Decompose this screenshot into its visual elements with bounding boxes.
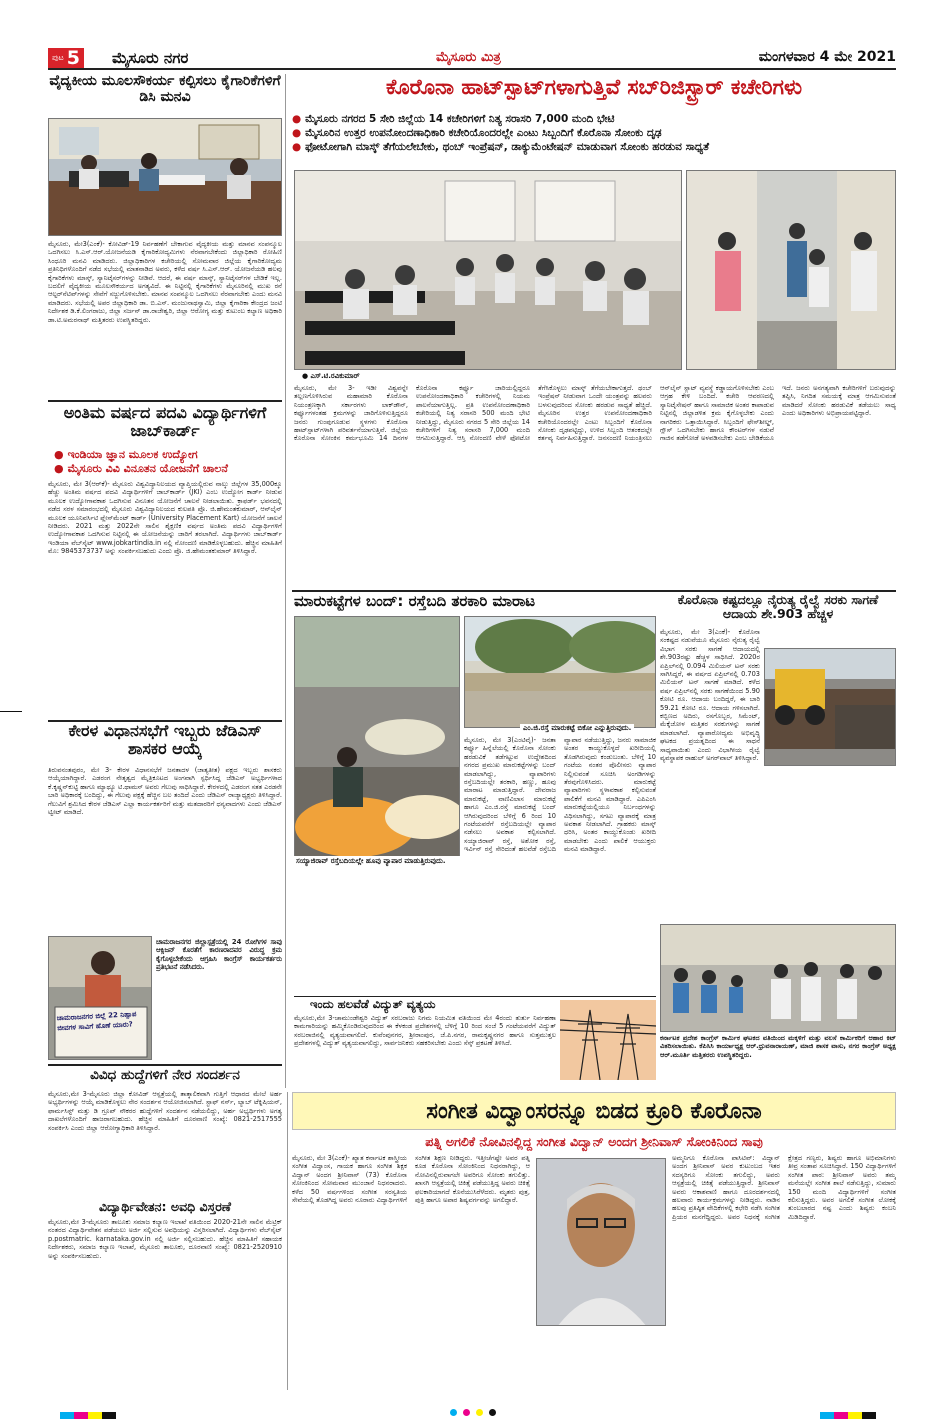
- bullet-icon: ●: [54, 448, 64, 461]
- railway-freight-photo: [764, 648, 896, 766]
- story-body: ಮೈಸೂರು,ಮೇ 3-ಮೈಸೂರು ಜಿಲ್ಲಾ ಕೋವಿಡ್ ಆಸ್ಪತ್ರೆಯಲ್ಲಿ ತಾತ್ಕಾಲಿಕವಾಗಿ ಗುತ್ತಿಗೆ ಆಧಾರದ ಮೇಲೆ ಅರ್ಹ ಅಭ್ಯರ್ಥಿಗಳನ್ನು ಆಯ್ಕೆ ಮಾಡಿಕೊಳ್ಳಲು ನೇರ ಸಂದರ್ಶನ ಆಯೋಜಿಸಲಾಗಿದೆ. ಸ್ಟಾಫ್ ನರ್ಸ್, ಲ್ಯಾಬ್ ಟೆಕ್ನಿಷಿಯನ್, ಫಾರ್ಮಸಿಸ್ಟ್ ಮತ್ತು ಡಿ ಗ್ರೂಪ್ ನೌಕರರ ಹುದ್ದೆಗಳಿಗೆ ಸಂದರ್ಶನ ನಡೆಯಲಿದ್ದು, ಅರ್ಹ ಅಭ್ಯರ್ಥಿಗಳು ಅಗತ್ಯ ದಾಖಲೆಗಳೊಂದಿಗೆ ಹಾಜರಾಗಬಹುದು. ಹೆಚ್ಚಿನ ಮಾಹಿತಿಗೆ ದೂರವಾಣಿ ಸಂಖ್ಯೆ: 0821-2517555 ಸಂಪರ್ಕಿಸಿ ಎಂದು ಜಿಲ್ಲಾ ಆರೋಗ್ಯಾಧಿಕಾರಿ ತಿಳಿಸಿದ್ದಾರೆ.: [48, 1090, 282, 1132]
- masthead: [48, 48, 896, 70]
- paper-logo: ಮೈಸೂರು ಮಿತ್ರ: [436, 50, 501, 65]
- portrait-photo: [536, 1158, 666, 1326]
- story-headline: ಕೊರೊನಾ ಕಷ್ಟದಲ್ಲೂ ನೈರುತ್ಯ ರೈಲ್ವೆ ಸರಕು ಸಾಗಣೆ ಆದಾಯ ಶೇ.903 ಹೆಚ್ಚಳ: [677, 592, 879, 621]
- story-headline: ಮಾರುಕಟ್ಟೆಗಳ ಬಂದ್: ರಸ್ತೆಬದಿ ತರಕಾರಿ ಮಾರಾಟ: [294, 592, 536, 610]
- print-color-bar: [60, 1412, 116, 1419]
- lead-bullets: [292, 112, 896, 154]
- photo-caption: ಎಂ.ಜಿ.ರಸ್ತೆ ಮಾರುಕಟ್ಟೆ ಬಿಕೋ ಎನ್ನುತ್ತಿರುವುದು.: [520, 724, 634, 733]
- story-headline: ವಿವಿಧ ಹುದ್ದೆಗಳಿಗೆ ನೇರ ಸಂದರ್ಶನ: [90, 1067, 240, 1083]
- column-rule: [285, 74, 286, 1088]
- protest-photo: [48, 936, 152, 1060]
- story-body: ಮೈಸೂರು,ಮೇ 3-ಮೈಸೂರು ತಾಲೂಕು ಸಮಾಜ ಕಲ್ಯಾಣ ಇಲಾಖೆ ವತಿಯಿಂದ 2020-21ನೇ ಸಾಲಿನ ಮೆಟ್ರಿಕ್ ನಂತರದ ವಿದ್ಯಾರ್ಥಿವೇತನ ಪಡೆಯಲು ಅರ್ಜಿ ಸಲ್ಲಿಸುವ ಅವಧಿಯನ್ನು ವಿಸ್ತರಿಸಲಾಗಿದೆ. ವಿದ್ಯಾರ್ಥಿಗಳು ವೆಬ್‌ಸೈಟ್ p.postmatric. karnataka.gov.in ನಲ್ಲಿ ಅರ್ಜಿ ಸಲ್ಲಿಸಬಹುದು. ಹೆಚ್ಚಿನ ಮಾಹಿತಿಗೆ ಸಹಾಯಕ ನಿರ್ದೇಶಕರು, ಸಮಾಜ ಕಲ್ಯಾಣ ಇಲಾಖೆ, ಮೈಸೂರು ತಾಲೂಕು, ದೂರವಾಣಿ ಸಂಖ್ಯೆ: 0821-2520910 ಅನ್ನು ಸಂಪರ್ಕಿಸಬಹುದು.: [48, 1218, 282, 1260]
- closed-market-photo: [464, 616, 656, 728]
- office-corridor-illustration: [687, 171, 896, 370]
- office-queue-illustration: [295, 171, 682, 370]
- section-title: ಮೈಸೂರು ನಗರ: [112, 49, 189, 67]
- story-bullets: [54, 448, 282, 476]
- office-queue-photo: [294, 170, 682, 370]
- story-body: ತಿರುವನಂತಪುರಂ, ಮೇ 3- ಕೇರಳ ವಿಧಾನಸಭೆಗೆ ಜನತಾದಳ (ಜಾತ್ಯತೀತ) ಪಕ್ಷದ ಇಬ್ಬರು ಶಾಸಕರು ಆಯ್ಕೆಯಾಗಿದ್ದಾರೆ. ಎಡರಂಗ ನೇತೃತ್ವದ ಮೈತ್ರಿಕೂಟದ ಅಂಗವಾಗಿ ಸ್ಪರ್ಧಿಸಿದ್ದ ಜೆಡಿಎಸ್ ಅಭ್ಯರ್ಥಿಗಳಾದ ಕೆ.ಕೃಷ್ಣನ್‌ಕುಟ್ಟಿ ಹಾಗೂ ಮ್ಯಾಥ್ಯೂ ಟಿ.ಥಾಮಸ್ ಅವರು ಗೆಲುವು ಸಾಧಿಸಿದ್ದಾರೆ. ಕೇರಳದಲ್ಲಿ ಎಡರಂಗ ಸತತ ಎರಡನೇ ಬಾರಿ ಅಧಿಕಾರಕ್ಕೆ ಬಂದಿದ್ದು, ಈ ಗೆಲುವು ಪಕ್ಷಕ್ಕೆ ಹೆಚ್ಚಿನ ಬಲ ತಂದಿದೆ ಎಂದು ಜೆಡಿಎಸ್ ರಾಜ್ಯಾಧ್ಯಕ್ಷರು ತಿಳಿಸಿದ್ದಾರೆ. ಗೆಲುವಿಗೆ ಶ್ರಮಿಸಿದ ಕೇರಳ ಜೆಡಿಎಸ್ ಎಲ್ಲಾ ಕಾರ್ಯಕರ್ತರಿಗೆ ಮತ್ತು ಮತದಾರರಿಗೆ ಧನ್ಯವಾದಗಳು ಎಂದು ಜೆಡಿಎಸ್ ಟ್ವೀಟ್ ಮಾಡಿದೆ.: [48, 766, 282, 817]
- story-body: ಅಮ್ಮನಿಗೂ ಕೊರೊನಾ ಪಾಸಿಟಿವ್: ವಿದ್ವಾನ್ ಅಂದಗ ಶ್ರೀನಿವಾಸ್ ಅವರ ಕುಟುಂಬದ ಇತರ ಸದಸ್ಯರಿಗೂ ಸೋಂಕು ತಗುಲಿದ್ದು, ಅವರು ಆಸ್ಪತ್ರೆಯಲ್ಲಿ ಚಿಕಿತ್ಸೆ ಪಡೆಯುತ್ತಿದ್ದಾರೆ. ಶ್ರೀನಿವಾಸ್ ಅವರು ಆಕಾಶವಾಣಿ ಹಾಗೂ ದೂರದರ್ಶನದಲ್ಲಿ ಹಲವಾರು ಕಾರ್ಯಕ್ರಮಗಳನ್ನು ನೀಡಿದ್ದರು. ನಾಡಿನ ಹಲವು ಪ್ರತಿಷ್ಠಿತ ವೇದಿಕೆಗಳಲ್ಲಿ ಕಛೇರಿ ನಡೆಸಿ ಸಂಗೀತ ಪ್ರಿಯರ ಮನಗೆದ್ದಿದ್ದರು. ಅವರ ನಿಧನಕ್ಕೆ ಸಂಗೀತ ಕ್ಷೇತ್ರದ ಗಣ್ಯರು, ಶಿಷ್ಯರು ಹಾಗೂ ಅಭಿಮಾನಿಗಳು ತೀವ್ರ ಸಂತಾಪ ಸೂಚಿಸಿದ್ದಾರೆ. 150 ವಿದ್ಯಾರ್ಥಿಗಳಿಗೆ ಸಂಗೀತ ಪಾಠ: ಶ್ರೀನಿವಾಸ್ ಅವರು ತಮ್ಮ ಮನೆಯಲ್ಲೇ ಸಂಗೀತ ಶಾಲೆ ನಡೆಸುತ್ತಿದ್ದು, ಸುಮಾರು 150 ಮಂದಿ ವಿದ್ಯಾರ್ಥಿಗಳಿಗೆ ಸಂಗೀತ ಕಲಿಸುತ್ತಿದ್ದರು. ಅವರ ಅಗಲಿಕೆ ಸಂಗೀತ ಲೋಕಕ್ಕೆ ತುಂಬಲಾರದ ನಷ್ಟ ಎಂದು ಶಿಷ್ಯರು ಕಂಬನಿ ಮಿಡಿದಿದ್ದಾರೆ.: [672, 1154, 896, 1221]
- margin-mark: [0, 711, 22, 712]
- photo-credit-text: ಎಸ್.ಟಿ.ರವಿಕುಮಾರ್: [310, 372, 360, 380]
- lead-headline: ಕೊರೊನಾ ಹಾಟ್‌ಸ್ಪಾಟ್‌ಗಳಾಗುತ್ತಿವೆ ಸಬ್‌ರಿಜಿಸ್ಟ್ರಾರ್ ಕಚೇರಿಗಳು: [385, 75, 803, 99]
- story-body: ಮೈಸೂರು, ಮೇ3(ಎಂಕೆ)- ಕೋವಿಡ್-19 ನಿರ್ವಹಣೆಗೆ ಬೇಕಾಗುವ ವೈದ್ಯಕೀಯ ಮತ್ತು ಮಾನವ ಸಂಪನ್ಮೂಲ ಒದಗಿಸಲು ಸಿ.ಎಸ್.ಆರ್.ಯೋಜನೆಯಡಿ ಕೈಗಾರಿಕೋದ್ಯಮಿಗಳು ನೆರವಾಗಬೇಕೆಂದು ಜಿಲ್ಲಾಧಿಕಾರಿ ರೋಹಿಣಿ ಸಿಂಧೂರಿ ಮನವಿ ಮಾಡಿದರು. ಜಿಲ್ಲಾಧಿಕಾರಿಗಳ ಕಚೇರಿಯಲ್ಲಿ ಸೋಮವಾರ ಜಿಲ್ಲೆಯ ಕೈಗಾರಿಕೋದ್ಯಮ ಪ್ರತಿನಿಧಿಗಳೊಂದಿಗೆ ನಡೆದ ಸಭೆಯಲ್ಲಿ ಮಾತನಾಡಿದ ಅವರು, ಕಳೆದ ವರ್ಷ ಸಿ.ಎಸ್.ಆರ್. ಯೋಜನೆಯಡಿ ಹಲವು ಕೈಗಾರಿಕೆಗಳು ಮಾಸ್ಕ್, ಸ್ಯಾನಿಟೈಸರ್‌ಗಳನ್ನು ನೀಡಿವೆ. ಆದರೆ, ಈ ವರ್ಷ ಮಾಸ್ಕ್, ಸ್ಯಾನಿಟೈಸರ್‌ಗಳ ಬೇಡಿಕೆ ಇಲ್ಲ. ಬದಲಿಗೆ ವೈದ್ಯಕೀಯ ಮೂಲಸೌಕರ್ಯದ ಅಗತ್ಯವಿದೆ. ಈ ನಿಟ್ಟಿನಲ್ಲಿ ಕೈಗಾರಿಕೆಗಳು ಮೈಸೂರಿನಲ್ಲಿ ಮುಖ ರನೆ ಆಲ್ಟರ್‌ನೆಟಿವ್‌ಗಳನ್ನು ಸೇವೆಗೆ ಸಜ್ಜುಗೊಳಿಸಬೇಕು. ಮಾನವ ಸಂಪನ್ಮೂಲ ಒದಗಿಸಲು ನೆರವಾಗಬೇಕು ಎಂದು ಮನವಿ ಮಾಡಿದರು. ಸಭೆಯಲ್ಲಿ ಅಪರ ಜಿಲ್ಲಾಧಿಕಾರಿ ಡಾ. ಬಿ.ಎಸ್. ಮಂಜುನಾಥಸ್ವಾಮಿ, ಜಿಲ್ಲಾ ಕೈಗಾರಿಕಾ ಕೇಂದ್ರದ ಜಂಟಿ ನಿರ್ದೇಶಕ ಡಿ.ಕೆ.ಲಿಂಗರಾಜು, ಜಿಲ್ಲಾ ಸರ್ಜನ್ ಡಾ.ರಾಜೇಶ್ವರಿ, ಜಿಲ್ಲಾ ಆರೋಗ್ಯ ಮತ್ತು ಕುಟುಂಬ ಕಲ್ಯಾಣ ಅಧಿಕಾರಿ ಡಾ.ಟಿ.ಅಮರನಾಥ್ ಮತ್ತಿತರರು ಉಪಸ್ಥಿತರಿದ್ದರು.: [48, 240, 282, 324]
- transmission-tower-icon: [560, 1000, 656, 1080]
- bullet-icon: ●: [292, 127, 302, 139]
- print-registration-marks: [450, 1409, 496, 1416]
- office-corridor-photo: [686, 170, 896, 370]
- column-rule: [287, 1092, 288, 1390]
- bullet-text: ಫೋಟೋಗಾಗಿ ಮಾಸ್ಕ್ ತೆಗೆಯಲೇಬೇಕು, ಥಂಬ್ ಇಂಪ್ರೆಷನ್, ಡಾಕ್ಯುಮೆಂಟೇಷನ್ ಮಾಡುವಾಗ ಸೋಂಕು ಹರಡುವ ಸಾಧ್ಯತೆ: [305, 141, 710, 153]
- bullet-text: ಇಂಡಿಯಾ ಜ್ಞಾನ ಮೂಲಕ ಉದ್ಯೋಗ: [67, 448, 198, 461]
- photo-credit-icon: ●: [302, 372, 309, 380]
- story-body-continued: [294, 868, 460, 994]
- flower-vendor-illustration: [295, 617, 460, 864]
- print-color-bar: [820, 1412, 876, 1419]
- bullet-text: ಮೈಸೂರಿನ ಉತ್ತರ ಉಪನೋಂದಣಾಧಿಕಾರಿ ಕಚೇರಿಯೊಂದರಲ್ಲೇ ಎಂಟು ಸಿಬ್ಬಂದಿಗೆ ಕೊರೊನಾ ಸೋಂಕು ದೃಢ: [305, 127, 662, 139]
- photo-caption: ಸಯ್ಯಾಜಿರಾವ್ ರಸ್ತೆಬದಿಯಲ್ಲೇ ಹೂವು ವ್ಯಾಪಾರ ಮಾಡುತ್ತಿರುವುದು.: [294, 856, 460, 867]
- closed-market-illustration: [465, 617, 656, 728]
- story-body: ಮೈಸೂರು, ಮೇ 3(ಎಂಕೆ)- ಕೊರೊನಾ ಸಂಕಷ್ಟದ ನಡುವೆಯೂ ಮೈಸೂರು ನೈರುತ್ಯ ರೈಲ್ವೆ ವಿಭಾಗ ಸರಕು ಸಾಗಣೆ ಆದಾಯದಲ್ಲಿ ಶೇ.903ರಷ್ಟು ಹೆಚ್ಚಳ ಸಾಧಿಸಿದೆ. 2020ರ ಏಪ್ರಿಲ್‌ನಲ್ಲಿ 0.094 ಮಿಲಿಯನ್ ಟನ್ ಸರಕು ಸಾಗಿಸಿದ್ದರೆ, ಈ ವರ್ಷದ ಏಪ್ರಿಲ್‌ನಲ್ಲಿ 0.703 ಮಿಲಿಯನ್ ಟನ್ ಸಾಗಣೆ ಮಾಡಿದೆ. ಕಳೆದ ವರ್ಷ ಏಪ್ರಿಲ್‌ನಲ್ಲಿ ಸರಕು ಸಾಗಣೆಯಿಂದ 5.90 ಕೋಟಿ ರೂ. ಆದಾಯ ಬಂದಿದ್ದರೆ, ಈ ಬಾರಿ 59.21 ಕೋಟಿ ರೂ. ಆದಾಯ ಗಳಿಸಲಾಗಿದೆ. ಕಬ್ಬಿಣದ ಅದಿರು, ರಸಗೊಬ್ಬರ, ಸಿಮೆಂಟ್, ಮೆಕ್ಕೆಜೋಳ ಮತ್ತಿತರ ಸರಕುಗಳನ್ನು ಸಾಗಣೆ ಮಾಡಲಾಗಿದೆ. ವ್ಯಾಪಾರೋದ್ಯಮ ಅಭಿವೃದ್ಧಿ ಘಟಕದ ಪ್ರಯತ್ನದಿಂದ ಈ ಸಾಧನೆ ಸಾಧ್ಯವಾಯಿತು ಎಂದು ವಿಭಾಗೀಯ ರೈಲ್ವೆ ವ್ಯವಸ್ಥಾಪಕ ರಾಹುಲ್ ಅಗರ್‌ವಾಲ್ ತಿಳಿಸಿದ್ದಾರೆ.: [660, 628, 760, 763]
- story-body: ಮೈಸೂರು, ಮೇ 3(ಎಂಟಿವೈ)- ಜನತಾ ಕರ್ಫ್ಯೂ ಹಿನ್ನೆಲೆಯಲ್ಲಿ ಕೊರೊನಾ ಸೋಂಕು ಹರಡುವಿಕೆ ತಡೆಗಟ್ಟುವ ಉದ್ದೇಶದಿಂದ ನಗರದ ಪ್ರಮುಖ ಮಾರುಕಟ್ಟೆಗಳನ್ನು ಬಂದ್ ಮಾಡಲಾಗಿದ್ದು, ವ್ಯಾಪಾರಿಗಳು ರಸ್ತೆಬದಿಯಲ್ಲೇ ತರಕಾರಿ, ಹಣ್ಣು, ಹೂವು ಮಾರಾಟ ಮಾಡುತ್ತಿದ್ದಾರೆ. ದೇವರಾಜ ಮಾರುಕಟ್ಟೆ, ವಾಣಿವಿಲಾಸ ಮಾರುಕಟ್ಟೆ ಹಾಗೂ ಎಂ.ಜಿ.ರಸ್ತೆ ಮಾರುಕಟ್ಟೆ ಬಂದ್ ಆಗಿರುವುದರಿಂದ ಬೆಳಿಗ್ಗೆ 6 ರಿಂದ 10 ಗಂಟೆಯವರೆಗೆ ರಸ್ತೆಬದಿಯಲ್ಲೇ ವ್ಯಾಪಾರ ನಡೆಸಲು ಅವಕಾಶ ಕಲ್ಪಿಸಲಾಗಿದೆ. ಸಯ್ಯಾಜಿರಾವ್ ರಸ್ತೆ, ಅಶೋಕ ರಸ್ತೆ, ಇರ್ವಿನ್ ರಸ್ತೆ ಸೇರಿದಂತೆ ಹಲವೆಡೆ ರಸ್ತೆಬದಿ ವ್ಯಾಪಾರ ನಡೆಯುತ್ತಿದ್ದು, ಜನರು ಸಾಮಾಜಿಕ ಅಂತರ ಕಾಯ್ದುಕೊಳ್ಳದೆ ಖರೀದಿಯಲ್ಲಿ ತೊಡಗಿರುವುದು ಕಂಡುಬಂತು. ಬೆಳಿಗ್ಗೆ 10 ಗಂಟೆಯ ನಂತರ ಪೊಲೀಸರು ವ್ಯಾಪಾರ ನಿಲ್ಲಿಸುವಂತೆ ಸೂಚಿಸಿ ಅಂಗಡಿಗಳನ್ನು ತೆರವುಗೊಳಿಸಿದರು. ಮಾರುಕಟ್ಟೆ ವ್ಯಾಪಾರಿಗಳು ಸ್ಥಳಾವಕಾಶ ಕಲ್ಪಿಸುವಂತೆ ಪಾಲಿಕೆಗೆ ಮನವಿ ಮಾಡಿದ್ದಾರೆ. ಎಪಿಎಂಸಿ ಮಾರುಕಟ್ಟೆಯಲ್ಲಿಯೂ ನಿರ್ಬಂಧಗಳನ್ನು ವಿಧಿಸಲಾಗಿದ್ದು, ಸಗಟು ವ್ಯಾಪಾರಕ್ಕೆ ಮಾತ್ರ ಅವಕಾಶ ನೀಡಲಾಗಿದೆ. ಗ್ರಾಹಕರು ಮಾಸ್ಕ್ ಧರಿಸಿ, ಅಂತರ ಕಾಯ್ದುಕೊಂಡು ಖರೀದಿ ಮಾಡಬೇಕು ಎಂದು ಪಾಲಿಕೆ ಆಯುಕ್ತರು ಮನವಿ ಮಾಡಿದ್ದಾರೆ.: [464, 736, 656, 854]
- photo-credit: [298, 372, 364, 381]
- photo-caption: ಚಾಮರಾಜನಗರ ಜಿಲ್ಲಾಸ್ಪತ್ರೆಯಲ್ಲಿ 24 ರೋಗಿಗಳ ಸಾವು ಆಕ್ಸಿಜನ್ ಕೊರತೆಗೆ ಕಾರಣರಾದವರ ವಿರುದ್ಧ ಕ್ರಮ ಕೈಗೊಳ್ಳಬೇಕೆಂದು ಆಗ್ರಹಿಸಿ ಕಾಂಗ್ರೆಸ್ ಕಾರ್ಯಕರ್ತರು ಪ್ರತಿಭಟನೆ ನಡೆಸಿದರು.: [156, 938, 282, 972]
- story-body: ಮೈಸೂರು, ಮೇ 3(ಎಂಕೆ)- ಖ್ಯಾತ ಕರ್ನಾಟಕ ಶಾಸ್ತ್ರೀಯ ಸಂಗೀತ ವಿದ್ವಾಂಸ, ಗಾಯಕ ಹಾಗೂ ಸಂಗೀತ ಶಿಕ್ಷಕ ವಿದ್ವಾನ್ ಅಂದಗ ಶ್ರೀನಿವಾಸ್ (73) ಕೊರೊನಾ ಸೋಂಕಿನಿಂದ ಸೋಮವಾರ ಮುಂಜಾನೆ ನಿಧನರಾದರು. ಕಳೆದ 50 ವರ್ಷಗಳಿಂದ ಸಂಗೀತ ಸರಸ್ವತಿಯ ಸೇವೆಯಲ್ಲಿ ತೊಡಗಿದ್ದ ಅವರು ನೂರಾರು ವಿದ್ಯಾರ್ಥಿಗಳಿಗೆ ಸಂಗೀತ ಶಿಕ್ಷಣ ನೀಡಿದ್ದರು. ಇತ್ತೀಚೆಗಷ್ಟೇ ಅವರ ಪತ್ನಿ ಕೂಡ ಕೊರೊನಾ ಸೋಂಕಿನಿಂದ ನಿಧನರಾಗಿದ್ದು, ಆ ನೋವಿನಲ್ಲಿರುವಾಗಲೇ ಅವರಿಗೂ ಸೋಂಕು ತಗುಲಿತ್ತು. ಖಾಸಗಿ ಆಸ್ಪತ್ರೆಯಲ್ಲಿ ಚಿಕಿತ್ಸೆ ಪಡೆಯುತ್ತಿದ್ದ ಅವರು ಚಿಕಿತ್ಸೆ ಫಲಕಾರಿಯಾಗದೆ ಕೊನೆಯುಸಿರೆಳೆದರು. ಮೃತರು ಪುತ್ರ, ಪುತ್ರಿ ಹಾಗೂ ಅಪಾರ ಶಿಷ್ಯವರ್ಗವನ್ನು ಅಗಲಿದ್ದಾರೆ.: [292, 1154, 530, 1205]
- story-headline: ಸಂಗೀತ ವಿದ್ವಾಂಸರನ್ನೂ ಬಿಡದ ಕ್ರೂರಿ ಕೊರೊನಾ: [426, 1098, 762, 1124]
- story-headline: ಅಂತಿಮ ವರ್ಷದ ಪದವಿ ವಿದ್ಯಾರ್ಥಿಗಳಿಗೆ ಜಾಬ್‌ಕಾರ್ಡ್: [63, 403, 267, 440]
- page-number-badge: [48, 48, 84, 68]
- story-body: ಮೈಸೂರು, ಮೇ 3(ಆರ್‌ಕೆ)- ಮೈಸೂರು ವಿಶ್ವವಿದ್ಯಾನಿಲಯದ ವ್ಯಾಪ್ತಿಯಲ್ಲಿರುವ ನಾಲ್ಕು ಜಿಲ್ಲೆಗಳ 35,000ಕ್ಕೂ ಹೆಚ್ಚು ಅಂತಿಮ ವರ್ಷದ ಪದವಿ ವಿದ್ಯಾರ್ಥಿಗಳಿಗೆ ಜಾಬ್‌ಕಾರ್ಡ್ (JKI) ಎಂಬ ಉದ್ಯೋಗ ಕಾರ್ಡ್ ನೀಡುವ ಮೂಲಕ ಉದ್ಯೋಗಾವಕಾಶ ಒದಗಿಸುವ ವಿನೂತನ ಯೋಜನೆಗೆ ಚಾಲನೆ ನೀಡಲಾಯಿತು. ಕ್ರಾಫರ್ಡ್ ಭವನದಲ್ಲಿ ನಡೆದ ಸರಳ ಸಮಾರಂಭದಲ್ಲಿ ಮೈಸೂರು ವಿಶ್ವವಿದ್ಯಾನಿಲಯದ ಕುಲಪತಿ ಪ್ರೊ. ಜಿ.ಹೇಮಂತಕುಮಾರ್, ಆನ್‌ಲೈನ್ ಮೂಲಕ ಯೂನಿವರ್ಸಿಟಿ ಪ್ಲೇಸ್‌ಮೆಂಟ್ ಕಾರ್ಡ್ (University Placement Kart) ಯೋಜನೆಗೆ ಚಾಲನೆ ನೀಡಿದರು. 2021 ಮತ್ತು 2022ನೇ ಸಾಲಿನ ಶೈಕ್ಷಣಿಕ ವರ್ಷದ ಅಂತಿಮ ಪದವಿ ವಿದ್ಯಾರ್ಥಿಗಳಿಗೆ ಉದ್ಯೋಗಾವಕಾಶ ಒದಗಿಸುವ ನಿಟ್ಟಿನಲ್ಲಿ ಈ ಯೋಜನೆಯನ್ನು ಜಾರಿಗೆ ತರಲಾಗಿದೆ. ವಿದ್ಯಾರ್ಥಿಗಳು ಜಾಬ್‌ಕಾರ್ಡ್ ಇಂಡಿಯಾ ವೆಬ್‌ಸೈಟ್ www.jobkartindia.in ನಲ್ಲಿ ನೋಂದಣಿ ಮಾಡಿಕೊಳ್ಳಬಹುದು. ಹೆಚ್ಚಿನ ಮಾಹಿತಿಗೆ ಮೊ: 9845373737 ಅನ್ನು ಸಂಪರ್ಕಿಸಬಹುದು ಎಂದು ಪ್ರೊ. ಜಿ.ಹೇಮಂತಕುಮಾರ್ ತಿಳಿಸಿದ್ದಾರೆ.: [48, 480, 282, 556]
- story-divider: [48, 400, 282, 402]
- story-body-continued: [536, 1330, 666, 1394]
- protest-photo-illustration: [49, 937, 152, 1060]
- railway-freight-illustration: [765, 649, 896, 766]
- bullet-icon: ●: [54, 462, 64, 475]
- meeting-photo-illustration: [49, 119, 282, 236]
- story-divider: [48, 1064, 282, 1066]
- bullet-icon: ●: [292, 141, 302, 153]
- story-headline: ವೈದ್ಯಕೀಯ ಮೂಲಸೌಕರ್ಯ ಕಲ್ಪಿಸಲು ಕೈಗಾರಿಕೆಗಳಿಗೆ ಡಿಸಿ ಮನವಿ: [49, 73, 281, 105]
- meeting-photo: [48, 118, 282, 236]
- page-label: ಪುಟ: [52, 53, 64, 62]
- bullet-icon: ●: [292, 113, 302, 125]
- bullet-text: ಮೈಸೂರು ವಿವಿ ವಿನೂತನ ಯೋಜನೆಗೆ ಚಾಲನೆ: [67, 462, 228, 475]
- story-subhead: ಪತ್ನಿ ಅಗಲಿಕೆ ನೋವಿನಲ್ಲಿದ್ದ ಸಂಗೀತ ವಿದ್ವಾನ್ ಅಂದಗ ಶ್ರೀನಿವಾಸ್ ಸೋಂಕಿನಿಂದ ಸಾವು: [425, 1134, 763, 1149]
- photo-caption: ಕರ್ನಾಟಕ ಪ್ರದೇಶ ಕಾಂಗ್ರೆಸ್ ಕಾರ್ಮಿಕ ಘಟಕದ ವತಿಯಿಂದ ಮಕ್ಕಳಿಗೆ ಮತ್ತು ವಲಸೆ ಕಾರ್ಮಿಕರಿಗೆ ಆಹಾರ ಕಿಟ್ ವಿತರಿಸಲಾಯಿತು. ಕೆಪಿಸಿಸಿ ಕಾರ್ಯಾಧ್ಯಕ್ಷ ಆರ್.ಧ್ರುವನಾರಾಯಣ್, ಮಾಜಿ ಶಾಸಕ ವಾಸು, ನಗರ ಕಾಂಗ್ರೆಸ್ ಅಧ್ಯಕ್ಷ ಆರ್.ಮೂರ್ತಿ ಮತ್ತಿತರರು ಉಪಸ್ಥಿತರಿದ್ದರು.: [660, 1034, 896, 1059]
- story-headline: ಕೇರಳ ವಿಧಾನಸಭೆಗೆ ಇಬ್ಬರು ಜೆಡಿಎಸ್ ಶಾಸಕರ ಆಯ್ಕೆ: [68, 721, 262, 758]
- music-headline-banner: [292, 1092, 896, 1130]
- story-headline: ಇಂದು ಹಲವೆಡೆ ವಿದ್ಯುತ್ ವ್ಯತ್ಯಯ: [310, 997, 436, 1011]
- relief-distribution-photo: [660, 924, 896, 1032]
- relief-distribution-illustration: [661, 925, 896, 1032]
- story-body: ಮೈಸೂರು,ಮೇ 3-ಚಾಮುಂಡೇಶ್ವರಿ ವಿದ್ಯುತ್ ಸರಬರಾಜು ನಿಗಮ ನಿಯಮಿತ ವತಿಯಿಂದ ಮೇ 4ರಂದು ತುರ್ತು ನಿರ್ವಹಣಾ ಕಾಮಗಾರಿಯನ್ನು ಹಮ್ಮಿಕೊಂಡಿರುವುದರಿಂದ ಈ ಕೆಳಕಂಡ ಪ್ರದೇಶಗಳಲ್ಲಿ ಬೆಳಿಗ್ಗೆ 10 ರಿಂದ ಸಂಜೆ 5 ಗಂಟೆಯವರೆಗೆ ವಿದ್ಯುತ್ ಸರಬರಾಜಿನಲ್ಲಿ ವ್ಯತ್ಯಯವಾಗಲಿದೆ. ಕುವೆಂಪುನಗರ, ಶ್ರೀರಾಂಪುರ, ಜೆ.ಪಿ.ನಗರ, ರಾಮಕೃಷ್ಣನಗರ ಹಾಗೂ ಸುತ್ತಮುತ್ತಲ ಪ್ರದೇಶಗಳಲ್ಲಿ ವಿದ್ಯುತ್ ವ್ಯತ್ಯಯವಾಗಲಿದ್ದು, ಸಾರ್ವಜನಿಕರು ಸಹಕರಿಸಬೇಕು ಎಂದು ಸೆಸ್ಕ್ ಪ್ರಕಟಣೆ ತಿಳಿಸಿದೆ.: [294, 1014, 556, 1048]
- lead-body: ಮೈಸೂರು, ಮೇ 3- ಇಡೀ ವಿಶ್ವವನ್ನೇ ತಲ್ಲಣಗೊಳಿಸಿರುವ ಮಹಾಮಾರಿ ಕೊರೊನಾ ನಿಯಂತ್ರಣಕ್ಕಾಗಿ ಸರ್ಕಾರಗಳು ಲಾಕ್‌ಡೌನ್, ಕರ್ಫ್ಯೂಗಳಂತಹ ಕ್ರಮಗಳನ್ನು ಜಾರಿಗೊಳಿಸುತ್ತಿದ್ದರೂ ಜನರು ಗುಂಪುಗೂಡುವ ಸ್ಥಳಗಳು ಕೊರೊನಾ ಹಾಟ್‌ಸ್ಪಾಟ್‌ಗಳಾಗಿ ಪರಿವರ್ತನೆಯಾಗುತ್ತಿವೆ. ಜಿಲ್ಲೆಯ ಕೊರೊನಾ ಸೋಂಕಿನ ಕರ್ಮಭೂಮಿ 14 ದಿನಗಳ ಕೊರೊನಾ ಕರ್ಫ್ಯೂ ಜಾರಿಯಲ್ಲಿದ್ದರೂ ಉಪನೋಂದಣಾಧಿಕಾರಿ ಕಚೇರಿಗಳಲ್ಲಿ ನಿಯಮ ಪಾಲನೆಯಾಗುತ್ತಿಲ್ಲ. ಪ್ರತಿ ಉಪನೋಂದಣಾಧಿಕಾರಿ ಕಚೇರಿಯಲ್ಲಿ ನಿತ್ಯ ಸರಾಸರಿ 500 ಮಂದಿ ಭೇಟಿ ನೀಡುತ್ತಿದ್ದು, ಮೈಸೂರು ನಗರದ 5 ಸೇರಿ ಜಿಲ್ಲೆಯ 14 ಕಚೇರಿಗಳಿಗೆ ನಿತ್ಯ ಸರಾಸರಿ 7,000 ಮಂದಿ ಆಗಮಿಸುತ್ತಿದ್ದಾರೆ. ಆಸ್ತಿ ನೋಂದಣಿ ವೇಳೆ ಫೋಟೋ ತೆಗೆಸಿಕೊಳ್ಳಲು ಮಾಸ್ಕ್ ತೆಗೆಯಬೇಕಾಗುತ್ತದೆ. ಥಂಬ್ ಇಂಪ್ರೆಷನ್ ನೀಡುವಾಗ ಒಂದೇ ಯಂತ್ರವನ್ನು ಹಲವರು ಬಳಸುವುದರಿಂದ ಸೋಂಕು ಹರಡುವ ಸಾಧ್ಯತೆ ಹೆಚ್ಚಿದೆ. ಮೈಸೂರಿನ ಉತ್ತರ ಉಪನೋಂದಣಾಧಿಕಾರಿ ಕಚೇರಿಯೊಂದರಲ್ಲೇ ಎಂಟು ಸಿಬ್ಬಂದಿಗೆ ಕೊರೊನಾ ಸೋಂಕು ದೃಢಪಟ್ಟಿದ್ದು, ಉಳಿದ ಸಿಬ್ಬಂದಿ ಆತಂಕದಲ್ಲೇ ಕರ್ತವ್ಯ ನಿರ್ವಹಿಸುತ್ತಿದ್ದಾರೆ. ಜನಸಂದಣಿ ನಿಯಂತ್ರಿಸಲು ಆನ್‌ಲೈನ್ ಸ್ಲಾಟ್ ವ್ಯವಸ್ಥೆ ಕಡ್ಡಾಯಗೊಳಿಸಬೇಕು ಎಂಬ ಆಗ್ರಹ ಕೇಳಿ ಬಂದಿದೆ. ಕಚೇರಿ ಆವರಣದಲ್ಲಿ ಸ್ಯಾನಿಟೈಸೇಷನ್ ಹಾಗೂ ಸಾಮಾಜಿಕ ಅಂತರ ಕಾಪಾಡುವ ನಿಟ್ಟಿನಲ್ಲಿ ಜಿಲ್ಲಾಡಳಿತ ಕ್ರಮ ಕೈಗೊಳ್ಳಬೇಕು ಎಂದು ನಾಗರಿಕರು ಒತ್ತಾಯಿಸಿದ್ದಾರೆ. ಸಿಬ್ಬಂದಿಗೆ ಫೇಸ್‌ಶೀಲ್ಡ್, ಗ್ಲೌಸ್ ಒದಗಿಸಬೇಕು ಹಾಗೂ ಕೌಂಟರ್‌ಗಳ ನಡುವೆ ಗಾಜಿನ ತಡೆಗೋಡೆ ಅಳವಡಿಸಬೇಕು ಎಂಬ ಬೇಡಿಕೆಯೂ ಇದೆ. ಜನರು ಅನಗತ್ಯವಾಗಿ ಕಚೇರಿಗಳಿಗೆ ಬರುವುದನ್ನು ತಪ್ಪಿಸಿ, ನಿಗದಿತ ಸಮಯಕ್ಕೆ ಮಾತ್ರ ಆಗಮಿಸುವಂತೆ ಮಾಡಿದರೆ ಸೋಂಕು ಹರಡುವಿಕೆ ತಡೆಯಲು ಸಾಧ್ಯ ಎಂದು ಅಧಿಕಾರಿಗಳು ಅಭಿಪ್ರಾಯಪಟ್ಟಿದ್ದಾರೆ.: [294, 384, 896, 443]
- story-headline: ವಿದ್ಯಾರ್ಥಿವೇತನ: ಅವಧಿ ವಿಸ್ತರಣೆ: [98, 1199, 232, 1214]
- bullet-text: ಮೈಸೂರು ನಗರದ 5 ಸೇರಿ ಜಿಲ್ಲೆಯ 14 ಕಚೇರಿಗಳಿಗೆ ನಿತ್ಯ ಸರಾಸರಿ 7,000 ಮಂದಿ ಭೇಟಿ: [305, 113, 615, 125]
- issue-date: ಮಂಗಳವಾರ 4 ಮೇ 2021: [758, 49, 896, 65]
- flower-vendor-photo: [294, 616, 460, 864]
- portrait-illustration: [537, 1159, 666, 1326]
- transmission-tower-photo: [560, 1000, 656, 1080]
- page-number: 5: [66, 47, 80, 69]
- placard-text: ಚಾಮರಾಜನಗರ ಜಿಲ್ಲೆ 22 ನಿಷ್ಪಾಪ ಜೀವಗಳ ಸಾವಿಗೆ ಹೊಣೆ ಯಾರು?: [56, 1010, 137, 1033]
